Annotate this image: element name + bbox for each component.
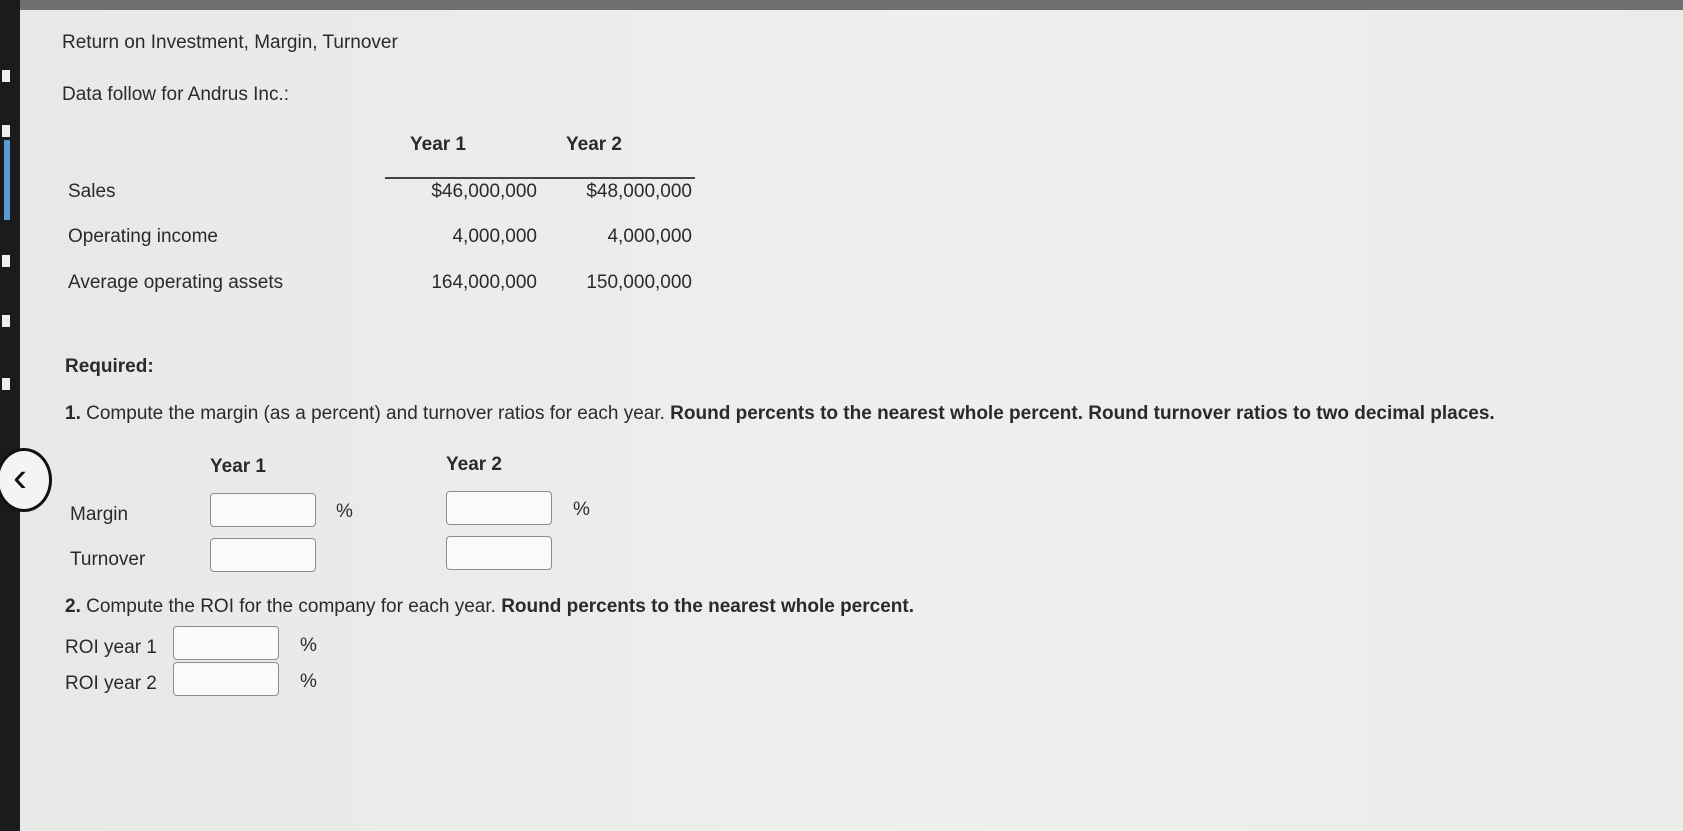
page-title: Return on Investment, Margin, Turnover (62, 32, 398, 53)
margin-year1-percent: % (336, 501, 353, 522)
table-header-rule (385, 177, 695, 179)
roi-year1-input[interactable] (173, 626, 279, 660)
row-sales-year2: $48,000,000 (586, 181, 692, 202)
top-edge (20, 0, 1683, 10)
question-1-number: 1. (65, 403, 81, 424)
question-1-text: Compute the margin (as a percent) and turnover ratios for each year. (86, 403, 665, 424)
roi-year2-percent: % (300, 671, 317, 692)
margin-year2-input[interactable] (446, 491, 552, 525)
table-header-year2: Year 2 (566, 134, 622, 155)
chevron-left-icon: ‹ (13, 453, 27, 500)
question-2-number: 2. (65, 596, 81, 617)
row-label-sales: Sales (68, 181, 116, 202)
row-label-operating-income: Operating income (68, 226, 218, 247)
roi-year1-label: ROI year 1 (65, 637, 157, 658)
row-label-average-operating-assets: Average operating assets (68, 272, 284, 293)
turnover-label: Turnover (70, 549, 146, 570)
edge-mark (2, 70, 10, 82)
margin-label: Margin (70, 504, 129, 525)
page-content (20, 10, 1683, 831)
answer-header-year1: Year 1 (210, 456, 266, 477)
row-assets-year2: 150,000,000 (586, 272, 692, 293)
intro-text: Data follow for Andrus Inc.: (62, 84, 290, 105)
question-2-instruction: Round percents to the nearest whole percent. (501, 596, 914, 617)
question-1 (65, 403, 1495, 425)
turnover-year2-input[interactable] (446, 536, 552, 570)
question-2-text: Compute the ROI for the company for each year. (86, 596, 496, 617)
answer-header-year2: Year 2 (446, 454, 502, 475)
row-operating-income-year2: 4,000,000 (607, 226, 692, 247)
row-sales-year1: $46,000,000 (431, 181, 537, 202)
margin-year1-input[interactable] (210, 493, 316, 527)
roi-year2-label: ROI year 2 (65, 673, 157, 694)
edge-highlight (4, 140, 10, 220)
row-assets-year1: 164,000,000 (431, 272, 537, 293)
row-operating-income-year1: 4,000,000 (452, 226, 537, 247)
question-2 (65, 596, 914, 618)
table-header-year1: Year 1 (410, 134, 466, 155)
margin-year2-percent: % (573, 499, 590, 520)
left-edge-bar (0, 0, 20, 831)
edge-mark (2, 125, 10, 137)
question-1-instruction: Round percents to the nearest whole percent. Round turnover ratios to two decimal places. (670, 403, 1495, 424)
edge-mark (2, 378, 10, 390)
edge-mark (2, 255, 10, 267)
required-heading: Required: (65, 356, 154, 377)
edge-mark (2, 315, 10, 327)
roi-year1-percent: % (300, 635, 317, 656)
roi-year2-input[interactable] (173, 662, 279, 696)
turnover-year1-input[interactable] (210, 538, 316, 572)
